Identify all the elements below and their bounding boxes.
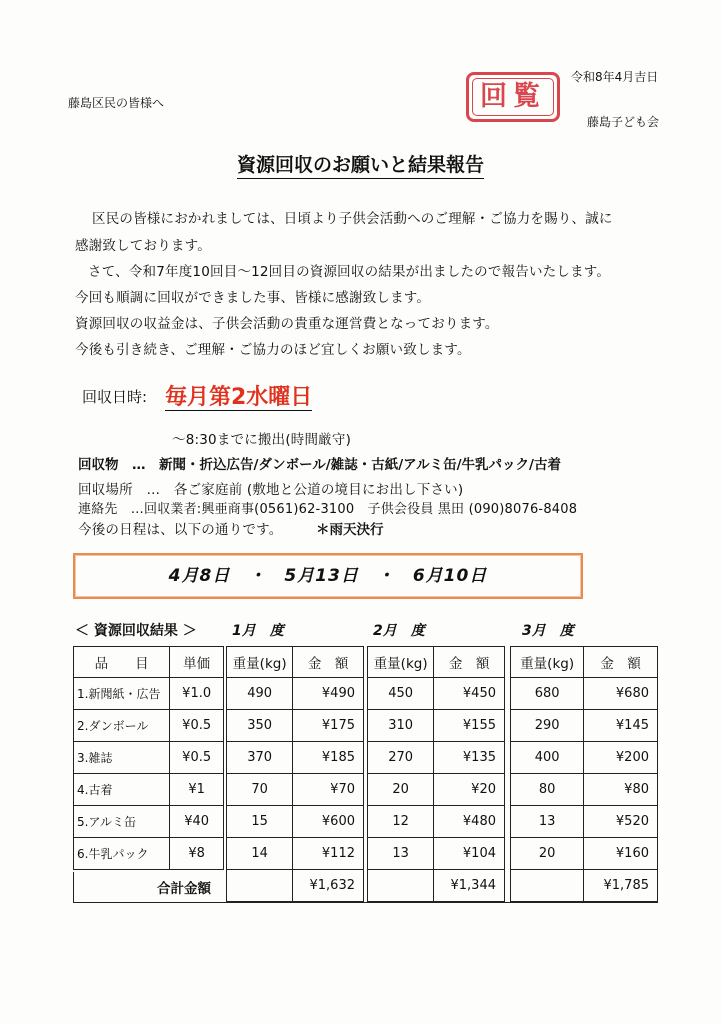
month-header-3: 3月 度 bbox=[522, 623, 574, 639]
amount-cell: ¥70 bbox=[293, 774, 364, 806]
table-row bbox=[227, 838, 364, 870]
total-row bbox=[368, 870, 505, 902]
table-row bbox=[511, 774, 658, 806]
table-row bbox=[227, 742, 364, 774]
table-row bbox=[227, 678, 364, 710]
table-row bbox=[511, 838, 658, 870]
amount-cell: ¥112 bbox=[293, 838, 364, 870]
item-name: 3.雑誌 bbox=[74, 742, 170, 774]
schedule-box bbox=[73, 553, 583, 599]
weight-header: 重量(kg) bbox=[368, 647, 434, 678]
weight-cell: 12 bbox=[368, 806, 434, 838]
total-label: 合計金額 bbox=[157, 881, 211, 897]
weight-cell: 310 bbox=[368, 710, 434, 742]
weight-cell: 13 bbox=[368, 838, 434, 870]
amount-cell: ¥600 bbox=[293, 806, 364, 838]
circulation-stamp bbox=[466, 72, 560, 122]
amount-cell: ¥20 bbox=[434, 774, 505, 806]
month-header-2: 2月 度 bbox=[373, 623, 425, 639]
results-label: ＜ 資源回収結果 ＞ bbox=[75, 623, 197, 639]
weight-cell: 350 bbox=[227, 710, 293, 742]
rain-note: ＊雨天決行 bbox=[316, 522, 384, 538]
page-title-text: 資源回収のお願いと結果報告 bbox=[237, 154, 484, 179]
weight-cell: 13 bbox=[511, 806, 584, 838]
month-1-table bbox=[226, 646, 364, 902]
item-name: 2.ダンボール bbox=[74, 710, 170, 742]
items-table bbox=[73, 646, 224, 870]
weight-cell: 15 bbox=[227, 806, 293, 838]
table-row bbox=[74, 710, 224, 742]
weight-cell: 80 bbox=[511, 774, 584, 806]
weight-cell: 14 bbox=[227, 838, 293, 870]
item-price: ¥40 bbox=[170, 806, 224, 838]
amount-cell: ¥450 bbox=[434, 678, 505, 710]
amount-header: 金 額 bbox=[293, 647, 364, 678]
amount-cell: ¥520 bbox=[584, 806, 658, 838]
body-line-2: 感謝致しております。 bbox=[75, 238, 211, 254]
amount-cell: ¥175 bbox=[293, 710, 364, 742]
item-header: 品 目 bbox=[74, 647, 170, 678]
table-row bbox=[74, 678, 224, 710]
weight-cell: 370 bbox=[227, 742, 293, 774]
issue-date: 令和8年4月吉日 bbox=[571, 70, 659, 84]
collection-date-label: 回収日時: bbox=[82, 388, 148, 406]
table-row bbox=[511, 806, 658, 838]
amount-cell: ¥490 bbox=[293, 678, 364, 710]
amount-cell: ¥135 bbox=[434, 742, 505, 774]
table-row bbox=[368, 710, 505, 742]
item-name: 6.牛乳パック bbox=[74, 838, 170, 870]
collection-date-value bbox=[165, 380, 312, 411]
weight-header: 重量(kg) bbox=[227, 647, 293, 678]
weight-cell: 450 bbox=[368, 678, 434, 710]
table-left-border bbox=[73, 872, 74, 902]
weight-cell: 20 bbox=[368, 774, 434, 806]
table-bottom-border bbox=[73, 902, 658, 903]
month-total: ¥1,785 bbox=[584, 870, 658, 902]
contact-line: 連絡先 …回収業者:興亜商事(0561)62-3100 子供会役員 黒田 (090)8076-8408 bbox=[78, 502, 578, 517]
amount-cell: ¥185 bbox=[293, 742, 364, 774]
amount-cell: ¥200 bbox=[584, 742, 658, 774]
table-row bbox=[368, 838, 505, 870]
weight-cell: 680 bbox=[511, 678, 584, 710]
amount-cell: ¥104 bbox=[434, 838, 505, 870]
page-title bbox=[0, 150, 721, 177]
item-price: ¥1.0 bbox=[170, 678, 224, 710]
schedule-intro: 今後の日程は、以下の通りです。 bbox=[78, 522, 283, 538]
table-row bbox=[74, 742, 224, 774]
time-note: ～8:30までに搬出(時間厳守) bbox=[172, 432, 352, 448]
amount-cell: ¥80 bbox=[584, 774, 658, 806]
table-row bbox=[74, 838, 224, 870]
table-header-row bbox=[227, 647, 364, 678]
weight-cell: 400 bbox=[511, 742, 584, 774]
items-line: 回収物 … 新聞・折込広告/ダンボール/雑誌・古紙/アルミ缶/牛乳パック/古着 bbox=[78, 457, 561, 473]
month-3-table bbox=[510, 646, 658, 902]
table-row bbox=[227, 774, 364, 806]
body-line-1: 区民の皆様におかれましては、日頃より子供会活動へのご理解・ご協力を賜り、誠に bbox=[92, 211, 613, 227]
table-row bbox=[368, 678, 505, 710]
table-row bbox=[511, 742, 658, 774]
weight-cell: 290 bbox=[511, 710, 584, 742]
table-row bbox=[227, 710, 364, 742]
weight-cell: 20 bbox=[511, 838, 584, 870]
weight-cell: 270 bbox=[368, 742, 434, 774]
table-row bbox=[227, 806, 364, 838]
body-line-3: さて、令和7年度10回目～12回目の資源回収の結果が出ましたので報告いたします。 bbox=[88, 264, 611, 280]
weight-cell: 70 bbox=[227, 774, 293, 806]
table-row bbox=[511, 710, 658, 742]
stamp-text: 回覧 bbox=[480, 81, 546, 112]
body-line-5: 資源回収の収益金は、子供会活動の貴重な運営費となっております。 bbox=[75, 316, 499, 332]
table-row bbox=[511, 678, 658, 710]
weight-header: 重量(kg) bbox=[511, 647, 584, 678]
item-price: ¥1 bbox=[170, 774, 224, 806]
table-row bbox=[74, 806, 224, 838]
amount-header: 金 額 bbox=[434, 647, 505, 678]
total-row bbox=[227, 870, 364, 902]
body-line-6: 今後も引き続き、ご理解・ご協力のほど宜しくお願い致します。 bbox=[75, 342, 471, 358]
month-total: ¥1,632 bbox=[293, 870, 364, 902]
body-line-4: 今回も順調に回収ができました事、皆様に感謝致します。 bbox=[75, 290, 431, 306]
table-row bbox=[368, 806, 505, 838]
weight-cell: 490 bbox=[227, 678, 293, 710]
table-header-row bbox=[511, 647, 658, 678]
amount-cell: ¥155 bbox=[434, 710, 505, 742]
table-header-row bbox=[368, 647, 505, 678]
place-line: 回収場所 … 各ご家庭前 (敷地と公道の境目にお出し下さい) bbox=[78, 482, 464, 498]
item-price: ¥8 bbox=[170, 838, 224, 870]
month-2-table bbox=[367, 646, 505, 902]
item-price: ¥0.5 bbox=[170, 742, 224, 774]
table-header-row bbox=[74, 647, 224, 678]
amount-cell: ¥145 bbox=[584, 710, 658, 742]
amount-cell: ¥160 bbox=[584, 838, 658, 870]
addressee: 藤島区民の皆様へ bbox=[68, 96, 165, 110]
total-row bbox=[511, 870, 658, 902]
table-row bbox=[368, 774, 505, 806]
month-header-1: 1月 度 bbox=[232, 623, 284, 639]
amount-header: 金 額 bbox=[584, 647, 658, 678]
collection-date-text: 毎月第2水曜日 bbox=[165, 385, 313, 410]
amount-cell: ¥480 bbox=[434, 806, 505, 838]
item-name: 5.アルミ缶 bbox=[74, 806, 170, 838]
item-name: 4.古着 bbox=[74, 774, 170, 806]
table-row bbox=[368, 742, 505, 774]
amount-cell: ¥680 bbox=[584, 678, 658, 710]
schedule-dates: 4月8日 ・ 5月13日 ・ 6月10日 bbox=[168, 566, 488, 586]
month-total: ¥1,344 bbox=[434, 870, 505, 902]
price-header: 単価 bbox=[170, 647, 224, 678]
item-price: ¥0.5 bbox=[170, 710, 224, 742]
sender: 藤島子ども会 bbox=[587, 115, 660, 129]
item-name: 1.新聞紙・広告 bbox=[74, 678, 170, 710]
table-row bbox=[74, 774, 224, 806]
